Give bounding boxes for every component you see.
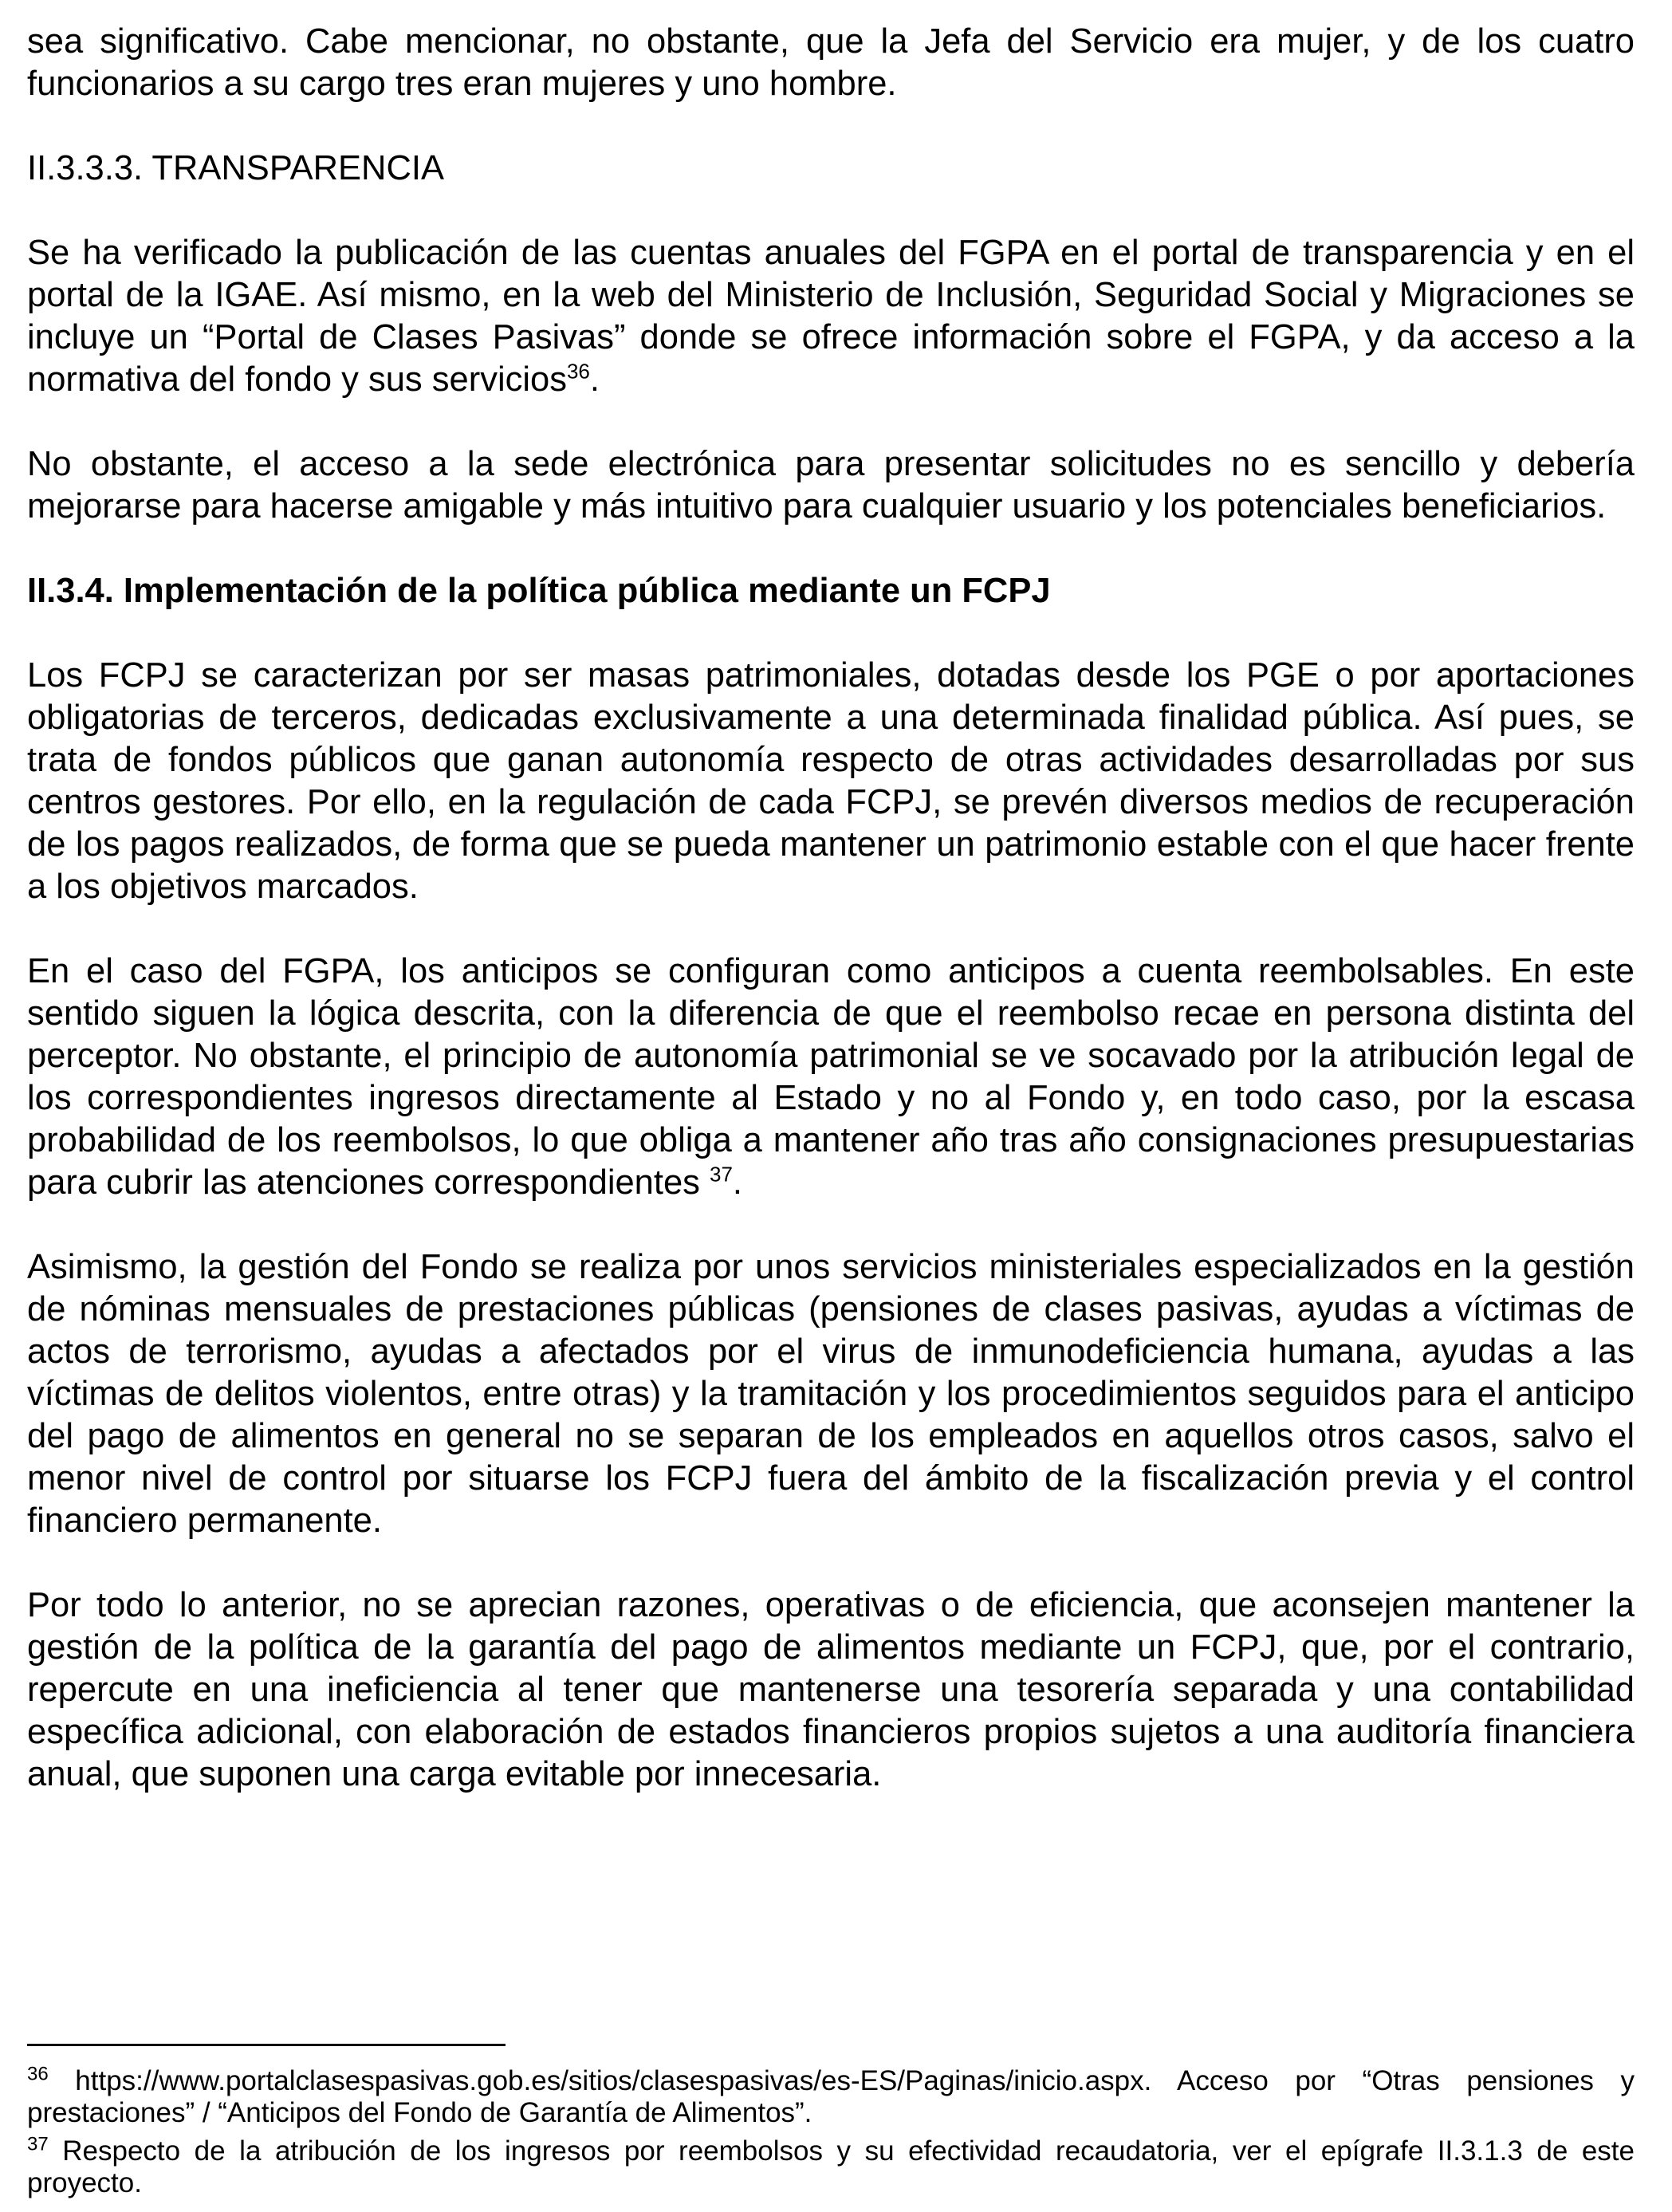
paragraph-conclusion: Por todo lo anterior, no se aprecian razones, operativas o de eficiencia, que aconsejen mantener la gestión de la política de la garantía del pago de alimentos mediante un FCPJ, que, por el contrario, repercute en una ineficiencia al tener que mantenerse una tesorería separada y una contabilidad específica adicional, con elaboración de estados financieros propios sujetos a una auditoría financiera anual, que suponen una carga evitable por innecesaria. [27,1586,1635,1793]
paragraph-fgpa-anticipos-end: . [732,1163,742,1202]
section-heading-transparencia: II.3.3.3. TRANSPARENCIA [27,149,444,187]
footnote-ref-37[interactable]: 37 [709,1162,733,1187]
paragraph-transparencia-end: . [589,360,600,399]
footnotes-section [27,2044,1635,2206]
footnote-text-37: Respecto de la atribución de los ingresos por reembolsos y su efectividad recaudatoria, ver el epígrafe II.3.1.3 de este proyecto. [27,2135,1635,2198]
footnote-ref-36[interactable]: 36 [566,359,590,384]
paragraph-fgpa-anticipos [27,951,1635,1204]
paragraph-transparencia [27,232,1635,401]
paragraph-gestion-fondo: Asimismo, la gestión del Fondo se realiza por unos servicios ministeriales especializados en la gestión de nóminas mensuales de prestaciones públicas (pensiones de clases pasivas, ayudas a víctimas de actos de terrorismo, ayudas a afectados por el virus de inmunodeficiencia humana, ayudas a las víctimas de delitos violentos, entre otras) y la tramitación y los procedimientos seguidos para el anticipo del pago de alimentos en general no se separan de los empleados en aquellos otros casos, salvo el menor nivel de control por situarse los FCPJ fuera del ámbito de la fiscalización previa y el control financiero permanente. [27,1248,1635,1540]
paragraph-fcpj-definition: Los FCPJ se caracterizan por ser masas patrimoniales, dotadas desde los PGE o por aportaciones obligatorias de terceros, dedicadas exclusivamente a una determinada finalidad pública. Así pues, se trata de fondos públicos que ganan autonomía respecto de otras actividades desarrolladas por sus centros gestores. Por ello, en la regulación de cada FCPJ, se prevén diversos medios de recuperación de los pagos realizados, de forma que se pueda mantener un patrimonio estable con el que hacer frente a los objetivos marcados. [27,656,1635,906]
footnote-number-36: 36 [27,2063,49,2085]
paragraph-intro: sea significativo. Cabe mencionar, no obstante, que la Jefa del Servicio era mujer, y de los cuatro funcionarios a su cargo tres eran mujeres y uno hombre. [27,22,1635,103]
footnote-37 [27,2135,1635,2199]
footnote-number-37: 37 [27,2133,49,2155]
document-body [27,21,1635,1838]
footnote-text-36: https://www.portalclasespasivas.gob.es/sitios/clasespasivas/es-ES/Paginas/inicio.aspx. Acceso por “Otras pensiones y prestaciones” / “Anticipos del Fondo de Garantía de Alimentos”. [27,2065,1635,2128]
footnote-divider [27,2044,506,2046]
section-heading-fcpj: II.3.4. Implementación de la política pública mediante un FCPJ [27,572,1051,610]
paragraph-sede-electronica: No obstante, el acceso a la sede electrónica para presentar solicitudes no es sencillo y debería mejorarse para hacerse amigable y más intuitivo para cualquier usuario y los potenciales beneficiarios. [27,445,1635,525]
paragraph-transparencia-text: Se ha verificado la publicación de las cuentas anuales del FGPA en el portal de transparencia y en el portal de la IGAE. Así mismo, en la web del Ministerio de Inclusión, Seguridad Social y Migraciones se incluye un “Portal de Clases Pasivas” donde se ofrece información sobre el FGPA, y da acceso a la normativa del fondo y sus servicios [27,234,1635,399]
paragraph-fgpa-anticipos-text: En el caso del FGPA, los anticipos se configuran como anticipos a cuenta reembolsables. En este sentido siguen la lógica descrita, con la diferencia de que el reembolso recae en persona distinta del perceptor. No obstante, el principio de autonomía patrimonial se ve socavado por la atribución legal de los correspondientes ingresos directamente al Estado y no al Fondo y, en todo caso, por la escasa probabilidad de los reembolsos, lo que obliga a mantener año tras año consignaciones presupuestarias para cubrir las atenciones correspondientes [27,952,1635,1202]
footnote-36 [27,2065,1635,2129]
